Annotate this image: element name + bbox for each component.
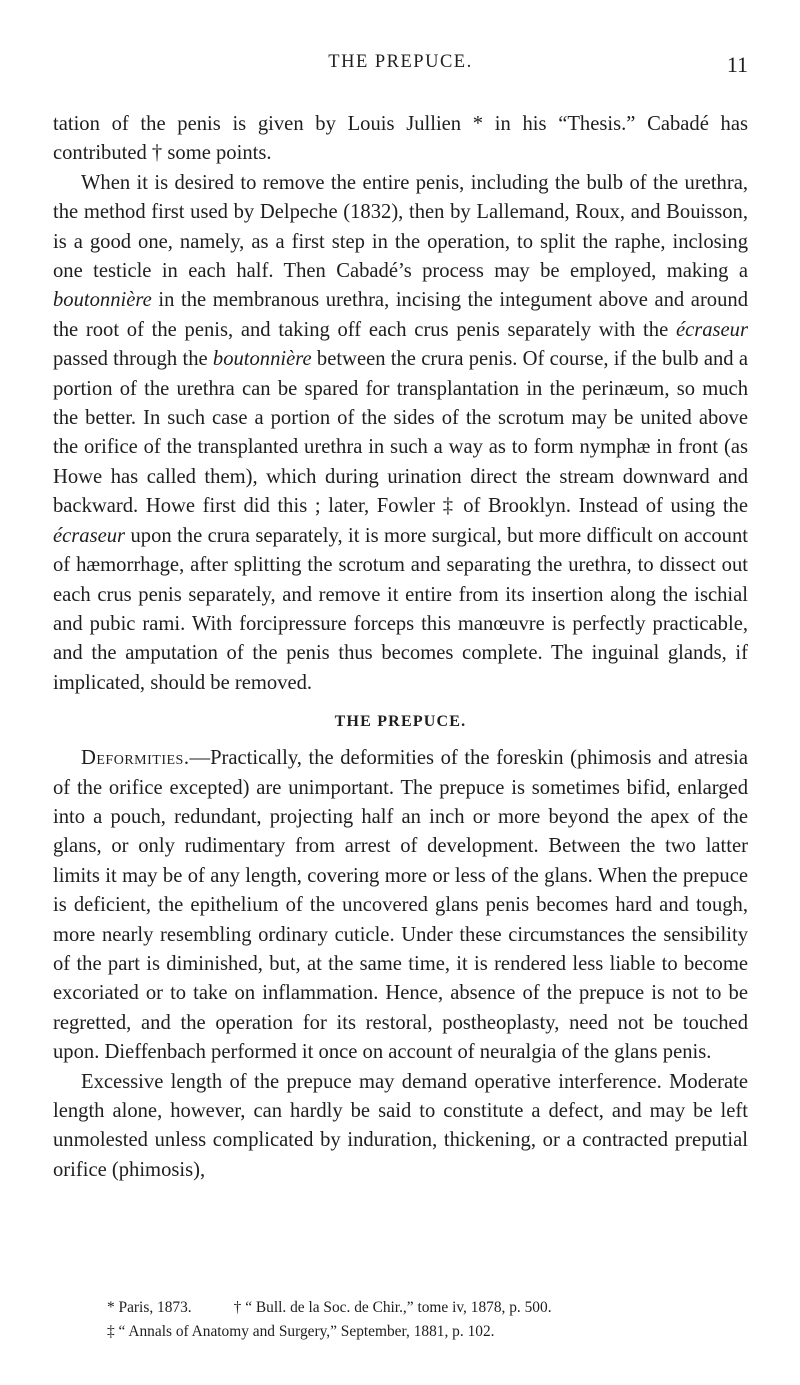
paragraph-lead-in: Deformities.: [81, 747, 190, 770]
text-run: in the membranous urethra, incising the integument above and around the root of the penis, and taking off each crus penis separately with the: [53, 289, 748, 341]
section-heading: THE PREPUCE.: [334, 713, 467, 731]
italic-term: écraseur: [53, 524, 126, 547]
main-text: [53, 110, 748, 1185]
footnote: * Paris, 1873.: [107, 1299, 192, 1316]
paragraph-continued: tation of the penis is given by Louis Jullien * in his “Thesis.” Cabadé has contributed † some points.: [53, 113, 748, 165]
text-run: —Practically, the deformities of the foreskin (phimosis and atresia of the orifice excepted) are unimportant. The prepuce is sometimes bifid, enlarged into a pouch, redundant, projecting half an inch or more beyond the apex of the glans, or only rudimentary from arrest of development. Between the two latter limits it may be of any length, covering more or less of the glans. When the prepuce is deficient, the epithelium of the uncovered glans penis becomes hard and tough, more nearly resembling ordinary cuticle. Under these circumstances the sensibility of the part is diminished, but, at the same time, it is rendered less liable to become excoriated or to take on inflammation. Hence, absence of the prepuce is not to be regretted, and the operation for its restoral, postheoplasty, need not be touched upon. Dieffenbach performed it once on account of neuralgia of the glans penis.: [53, 747, 748, 1064]
text-run: passed through the: [53, 348, 213, 371]
footnote: † “ Bull. de la Soc. de Chir.,” tome iv, 1878, p. 500.: [233, 1299, 552, 1316]
footnote-row: [53, 1296, 748, 1320]
italic-term: écraseur: [675, 318, 748, 341]
page-number: 11: [726, 52, 748, 77]
footnote-row: [53, 1320, 748, 1344]
paragraph-penis-removal: [53, 169, 748, 698]
paragraph-deformities: [53, 744, 748, 1067]
page-header: [53, 52, 748, 82]
text-run: upon the crura separately, it is more surgical, but more difficult on account of hæmorrhage, after splitting the scrotum and separating the urethra, to dissect out each crus penis separately, and remove it entire from its insertion along the ischial and pubic rami. With forcipressure forceps this manœuvre is perfectly practicable, and the amputation of the penis thus becomes complete. The inguinal glands, if implicated, should be removed.: [53, 524, 748, 694]
footnotes: [53, 1296, 748, 1344]
italic-term: boutonnière: [53, 289, 152, 312]
running-title: THE PREPUCE.: [328, 52, 473, 72]
footnote: ‡ “ Annals of Anatomy and Surgery,” September, 1881, p. 102.: [107, 1323, 495, 1340]
text-run: between the crura penis. Of course, if the bulb and a portion of the urethra can be spared for transplantation in the perinæum, so much the better. In such case a portion of the sides of the scrotum may be united above the orifice of the transplanted urethra in such a way as to form nymphæ in front (as Howe has called them), which during urination direct the stream downward and backward. Howe first did this ; later, Fowler ‡ of Brooklyn. Instead of using the: [53, 348, 748, 518]
text-run: When it is desired to remove the entire penis, including the bulb of the urethra, the method first used by Delpeche (1832), then by Lallemand, Roux, and Bouisson, is a good one, namely, as a first step in the operation, to split the raphe, inclosing one testicle in each half. Then Cabadé’s process may be employed, making a: [53, 171, 748, 283]
italic-term: boutonnière: [212, 348, 312, 371]
paragraph-excessive-length: Excessive length of the prepuce may demand operative interference. Moderate length alone, however, can hardly be said to constitute a defect, and may be left unmolested unless complicated by induration, thickening, or a contracted preputial orifice (phimosis),: [53, 1070, 748, 1181]
